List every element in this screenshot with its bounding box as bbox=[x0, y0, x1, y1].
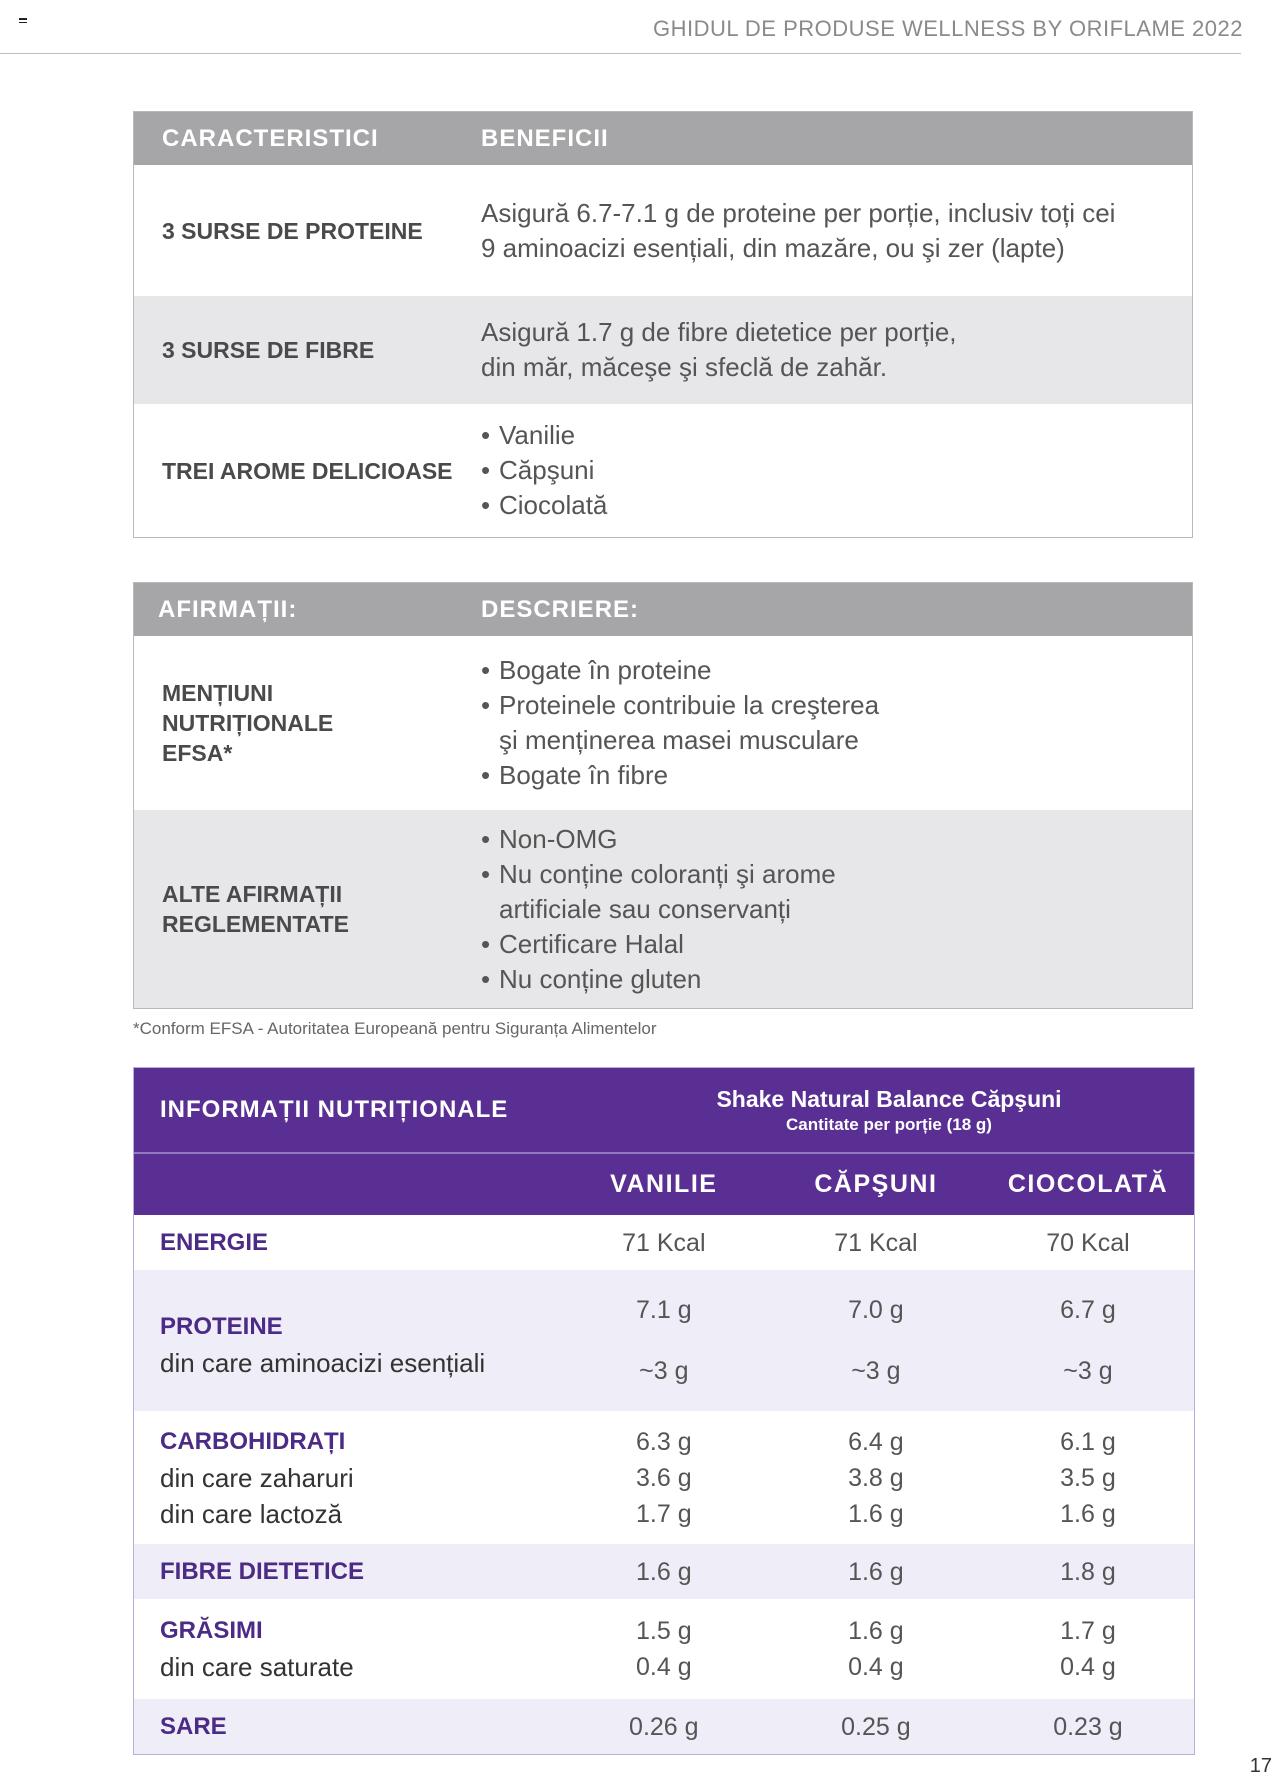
value-cell: 7.0 g bbox=[848, 1296, 904, 1324]
table-row bbox=[134, 636, 1192, 810]
row-label: FIBRE DIETETICE bbox=[160, 1557, 365, 1585]
row-sublabel: din care saturate bbox=[160, 1652, 354, 1682]
table-row bbox=[134, 296, 1192, 404]
value-cell: 6.4 g bbox=[848, 1427, 904, 1456]
value-cell: ~3 g bbox=[1063, 1357, 1113, 1385]
value-cell: 0.4 g bbox=[848, 1653, 904, 1681]
value-cell: ~3 g bbox=[851, 1357, 901, 1385]
nutrition-row-carbs bbox=[134, 1411, 1194, 1544]
row-description bbox=[481, 315, 1192, 385]
col-header-description: DESCRIERE: bbox=[481, 595, 640, 623]
value-cell: 0.25 g bbox=[841, 1712, 911, 1741]
bullet-item: • Căpşuni bbox=[481, 453, 1192, 488]
value-cell: 3.6 g bbox=[636, 1463, 692, 1492]
table-row bbox=[134, 404, 1192, 537]
col-header-chocolate: CIOCOLATĂ bbox=[1007, 1170, 1169, 1198]
value-cell: 6.1 g bbox=[1060, 1427, 1116, 1456]
value-cell: ~3 g bbox=[639, 1357, 689, 1385]
serving-size: Cantitate per porție (18 g) bbox=[786, 1114, 992, 1134]
nutrition-table-title-row bbox=[134, 1068, 1194, 1152]
page-number: 17 bbox=[1249, 1755, 1272, 1777]
nutrition-title: INFORMAȚII NUTRIȚIONALE bbox=[160, 1096, 509, 1123]
row-label: MENȚIUNI NUTRIȚIONALE EFSA* bbox=[162, 680, 334, 766]
col-header-claims: AFIRMAȚII: bbox=[158, 595, 298, 623]
bullet-item: • Proteinele contribuie la creşterea bbox=[481, 688, 1192, 723]
value-cell: 71 Kcal bbox=[834, 1228, 918, 1257]
row-label: 3 SURSE DE FIBRE bbox=[162, 337, 375, 363]
col-header-strawberry: CĂPŞUNI bbox=[814, 1170, 938, 1198]
value-cell: 7.1 g bbox=[636, 1296, 692, 1324]
value-cell: 1.8 g bbox=[1060, 1557, 1116, 1586]
row-description bbox=[481, 822, 1192, 997]
row-label: CARBOHIDRAȚI bbox=[160, 1427, 346, 1455]
row-sublabel: din care aminoacizi esențiali bbox=[160, 1347, 486, 1378]
nutrition-row-protein bbox=[134, 1270, 1194, 1411]
row-label: TREI AROME DELICIOASE bbox=[162, 457, 453, 484]
value-cell: 0.26 g bbox=[629, 1712, 699, 1741]
value-cell: 0.4 g bbox=[1060, 1653, 1116, 1681]
value-cell: 71 Kcal bbox=[622, 1228, 706, 1257]
nutrition-row-fibre bbox=[134, 1544, 1194, 1599]
value-cell: 1.5 g bbox=[636, 1617, 692, 1645]
value-cell: 1.6 g bbox=[1060, 1499, 1116, 1528]
row-sublabel: din care zaharuri bbox=[160, 1462, 354, 1493]
bullet-continuation: artificiale sau conservanți bbox=[499, 893, 791, 924]
bullet-item: • Non-OMG bbox=[481, 822, 1192, 857]
description-line: Asigură 1.7 g de fibre dietetice per porție, bbox=[481, 317, 957, 347]
bullet-item: • Bogate în fibre bbox=[481, 758, 1192, 793]
value-cell: 1.6 g bbox=[848, 1499, 904, 1528]
product-heading bbox=[584, 1086, 1194, 1135]
value-cell: 3.8 g bbox=[848, 1463, 904, 1492]
bullet-item: • Nu conține coloranți şi arome bbox=[481, 857, 1192, 892]
row-label: ENERGIE bbox=[160, 1228, 269, 1256]
row-description bbox=[481, 653, 1192, 793]
value-cell: 1.7 g bbox=[636, 1499, 692, 1528]
description-line: Asigură 6.7-7.1 g de proteine per porție, inclusiv toți cei bbox=[481, 197, 1116, 228]
table-row bbox=[134, 810, 1192, 1008]
value-cell: 1.6 g bbox=[848, 1557, 904, 1586]
row-description bbox=[481, 196, 1192, 266]
row-label: PROTEINE bbox=[160, 1312, 283, 1340]
row-sublabel: din care lactoză bbox=[160, 1498, 343, 1529]
footnote: *Conform EFSA - Autoritatea Europeană pentru Siguranța Alimentelor bbox=[133, 1019, 657, 1038]
value-cell: 1.6 g bbox=[636, 1557, 692, 1586]
value-cell: 6.3 g bbox=[636, 1427, 692, 1456]
bullet-item: • Vanilie bbox=[481, 418, 1192, 453]
value-cell: 1.6 g bbox=[848, 1617, 904, 1645]
claims-table-header bbox=[134, 583, 1192, 636]
col-header-benefits: BENEFICII bbox=[481, 124, 609, 152]
nutrition-row-fat bbox=[134, 1599, 1194, 1699]
value-cell: 0.23 g bbox=[1053, 1712, 1123, 1741]
features-table-header bbox=[134, 112, 1192, 165]
page-header-title: GHIDUL DE PRODUSE WELLNESS BY ORIFLAME 2022 bbox=[652, 16, 1243, 41]
value-cell: 1.7 g bbox=[1060, 1617, 1116, 1645]
row-label: GRĂSIMI bbox=[160, 1617, 263, 1644]
value-cell: 3.5 g bbox=[1060, 1463, 1116, 1492]
product-name: Shake Natural Balance Căpşuni bbox=[716, 1085, 1062, 1112]
bullet-item: • Bogate în proteine bbox=[481, 653, 1192, 688]
description-line: 9 aminoacizi esențiali, din mazăre, ou şi zer (lapte) bbox=[481, 232, 1065, 263]
bullet-item: • Nu conține gluten bbox=[481, 962, 1192, 997]
menu-icon[interactable] bbox=[19, 18, 27, 25]
features-table bbox=[133, 111, 1193, 538]
nutrition-row-energy bbox=[134, 1215, 1194, 1270]
row-label: ALTE AFIRMAȚII REGLEMENTATE bbox=[162, 881, 349, 937]
bullet-item: • Ciocolată bbox=[481, 488, 1192, 523]
row-label: SARE bbox=[160, 1712, 227, 1740]
row-label: 3 SURSE DE PROTEINE bbox=[162, 217, 423, 244]
claims-table bbox=[133, 582, 1193, 1009]
row-description bbox=[481, 418, 1192, 523]
col-header-features: CARACTERISTICI bbox=[162, 124, 379, 152]
value-cell: 6.7 g bbox=[1060, 1296, 1116, 1324]
table-row bbox=[134, 165, 1192, 296]
nutrition-row-salt bbox=[134, 1699, 1194, 1754]
value-cell: 70 Kcal bbox=[1046, 1228, 1130, 1257]
value-cell: 0.4 g bbox=[636, 1653, 692, 1681]
flavor-columns-header bbox=[134, 1154, 1194, 1215]
bullet-continuation: şi menținerea masei musculare bbox=[499, 725, 859, 755]
bullet-item: • Certificare Halal bbox=[481, 927, 1192, 962]
col-header-vanilla: VANILIE bbox=[610, 1170, 718, 1198]
nutrition-table bbox=[133, 1067, 1195, 1755]
description-line: din măr, măceşe şi sfeclă de zahăr. bbox=[481, 352, 888, 382]
header-divider bbox=[0, 53, 1241, 54]
